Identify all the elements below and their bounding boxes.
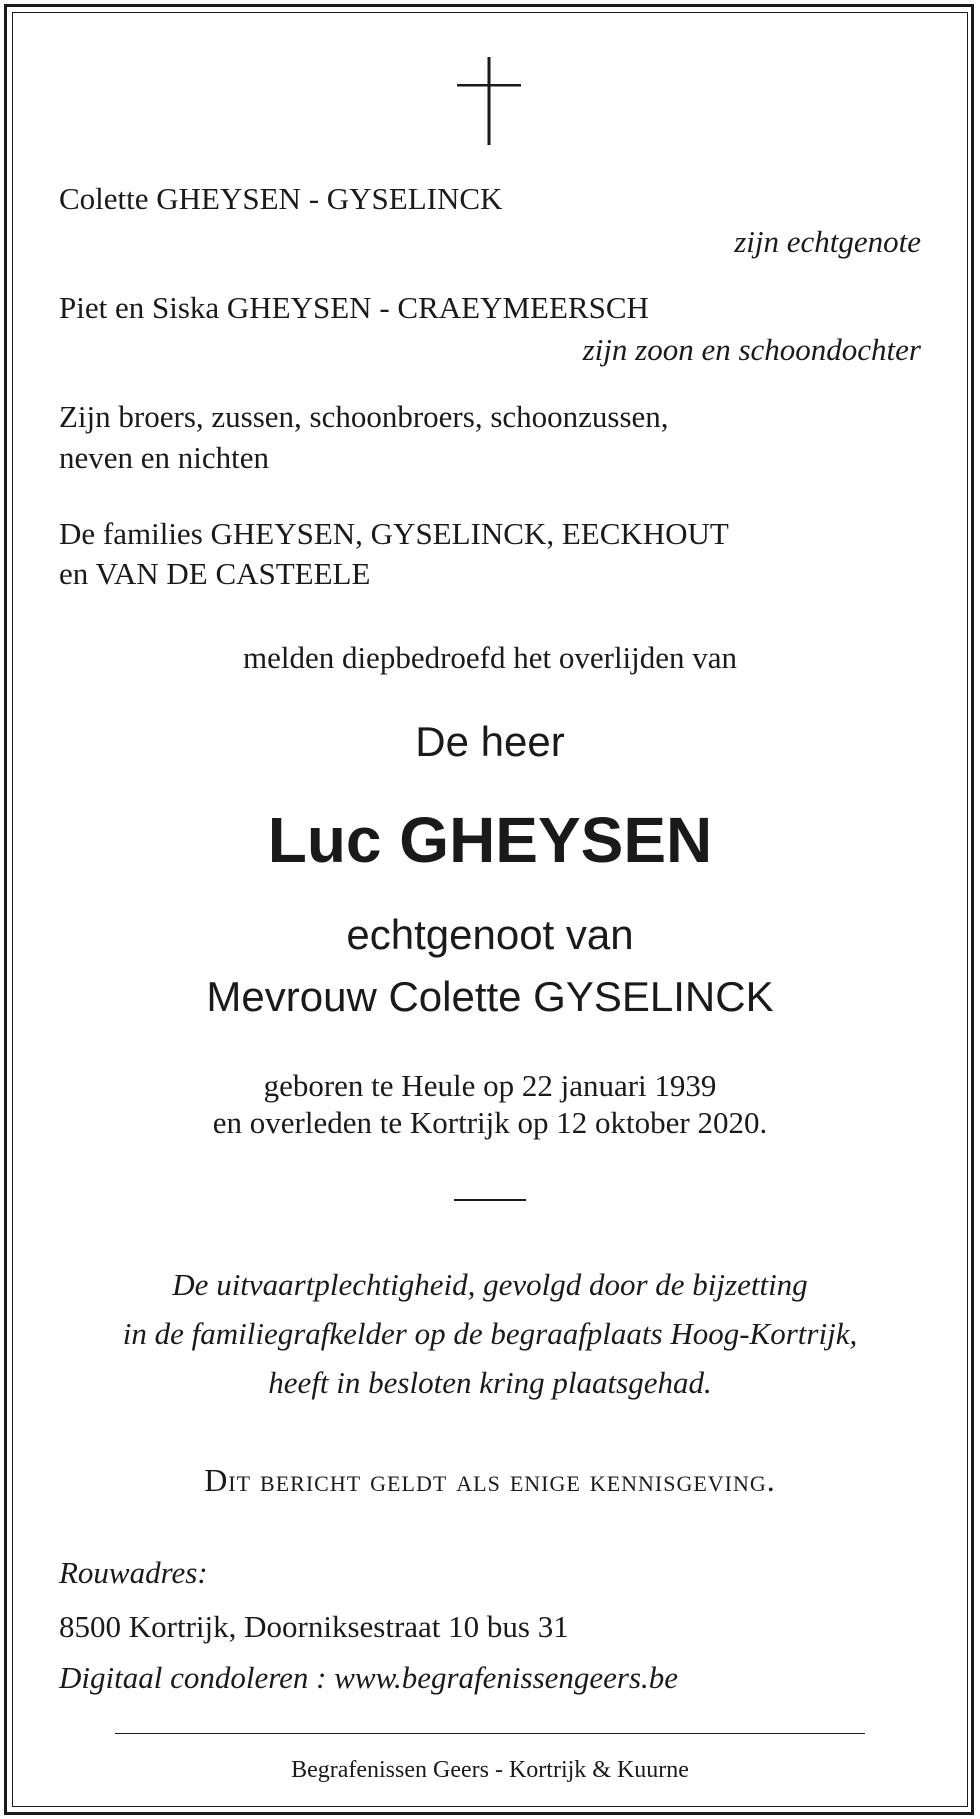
- relatives-line-2: neven en nichten: [59, 440, 270, 475]
- ceremony-line-3: heeft in besloten kring plaatsgehad.: [268, 1365, 712, 1400]
- relatives-line-1: Zijn broers, zussen, schoonbroers, schoonzussen,: [59, 399, 669, 434]
- footer-text: Begrafenissen Geers - Kortrijk & Kuurne: [291, 1757, 689, 1783]
- relation-line-2: Mevrouw Colette GYSELINCK: [206, 973, 774, 1020]
- families-line-2: en VAN DE CASTEELE: [59, 556, 371, 591]
- contact-label: Rouwadres:: [59, 1555, 208, 1590]
- footer-divider: [115, 1733, 865, 1734]
- notice: Dit bericht geldt als enige kennisgeving.: [204, 1462, 776, 1498]
- birth-line: geboren te Heule op 22 januari 1939: [263, 1068, 717, 1103]
- spouse-role: zijn echtgenote: [734, 224, 921, 259]
- ceremony-line-1: De uitvaartplechtigheid, gevolgd door de bijzetting: [172, 1267, 808, 1302]
- announcement: melden diepbedroefd het overlijden van: [242, 640, 738, 675]
- short-divider: [454, 1199, 526, 1201]
- son-name: Piet en Siska GHEYSEN - CRAEYMEERSCH: [59, 290, 649, 325]
- relation-line-1: echtgenoot van: [346, 911, 634, 958]
- contact-address: 8500 Kortrijk, Doorniksestraat 10 bus 31: [59, 1609, 569, 1644]
- cross-icon: [457, 57, 521, 145]
- ceremony-line-2: in de familiegrafkelder op de begraafplaats Hoog-Kortrijk,: [122, 1316, 858, 1351]
- deceased-title: De heer: [415, 718, 565, 765]
- deceased-name: Luc GHEYSEN: [267, 804, 713, 876]
- death-line: en overleden te Kortrijk op 12 oktober 2020.: [212, 1105, 768, 1140]
- condolence-line: Digitaal condoleren : www.begrafenissengeers.be: [59, 1660, 679, 1695]
- spouse-name: Colette GHEYSEN - GYSELINCK: [59, 181, 503, 216]
- son-role: zijn zoon en schoondochter: [582, 332, 921, 367]
- families-line-1: De families GHEYSEN, GYSELINCK, EECKHOUT: [59, 516, 729, 551]
